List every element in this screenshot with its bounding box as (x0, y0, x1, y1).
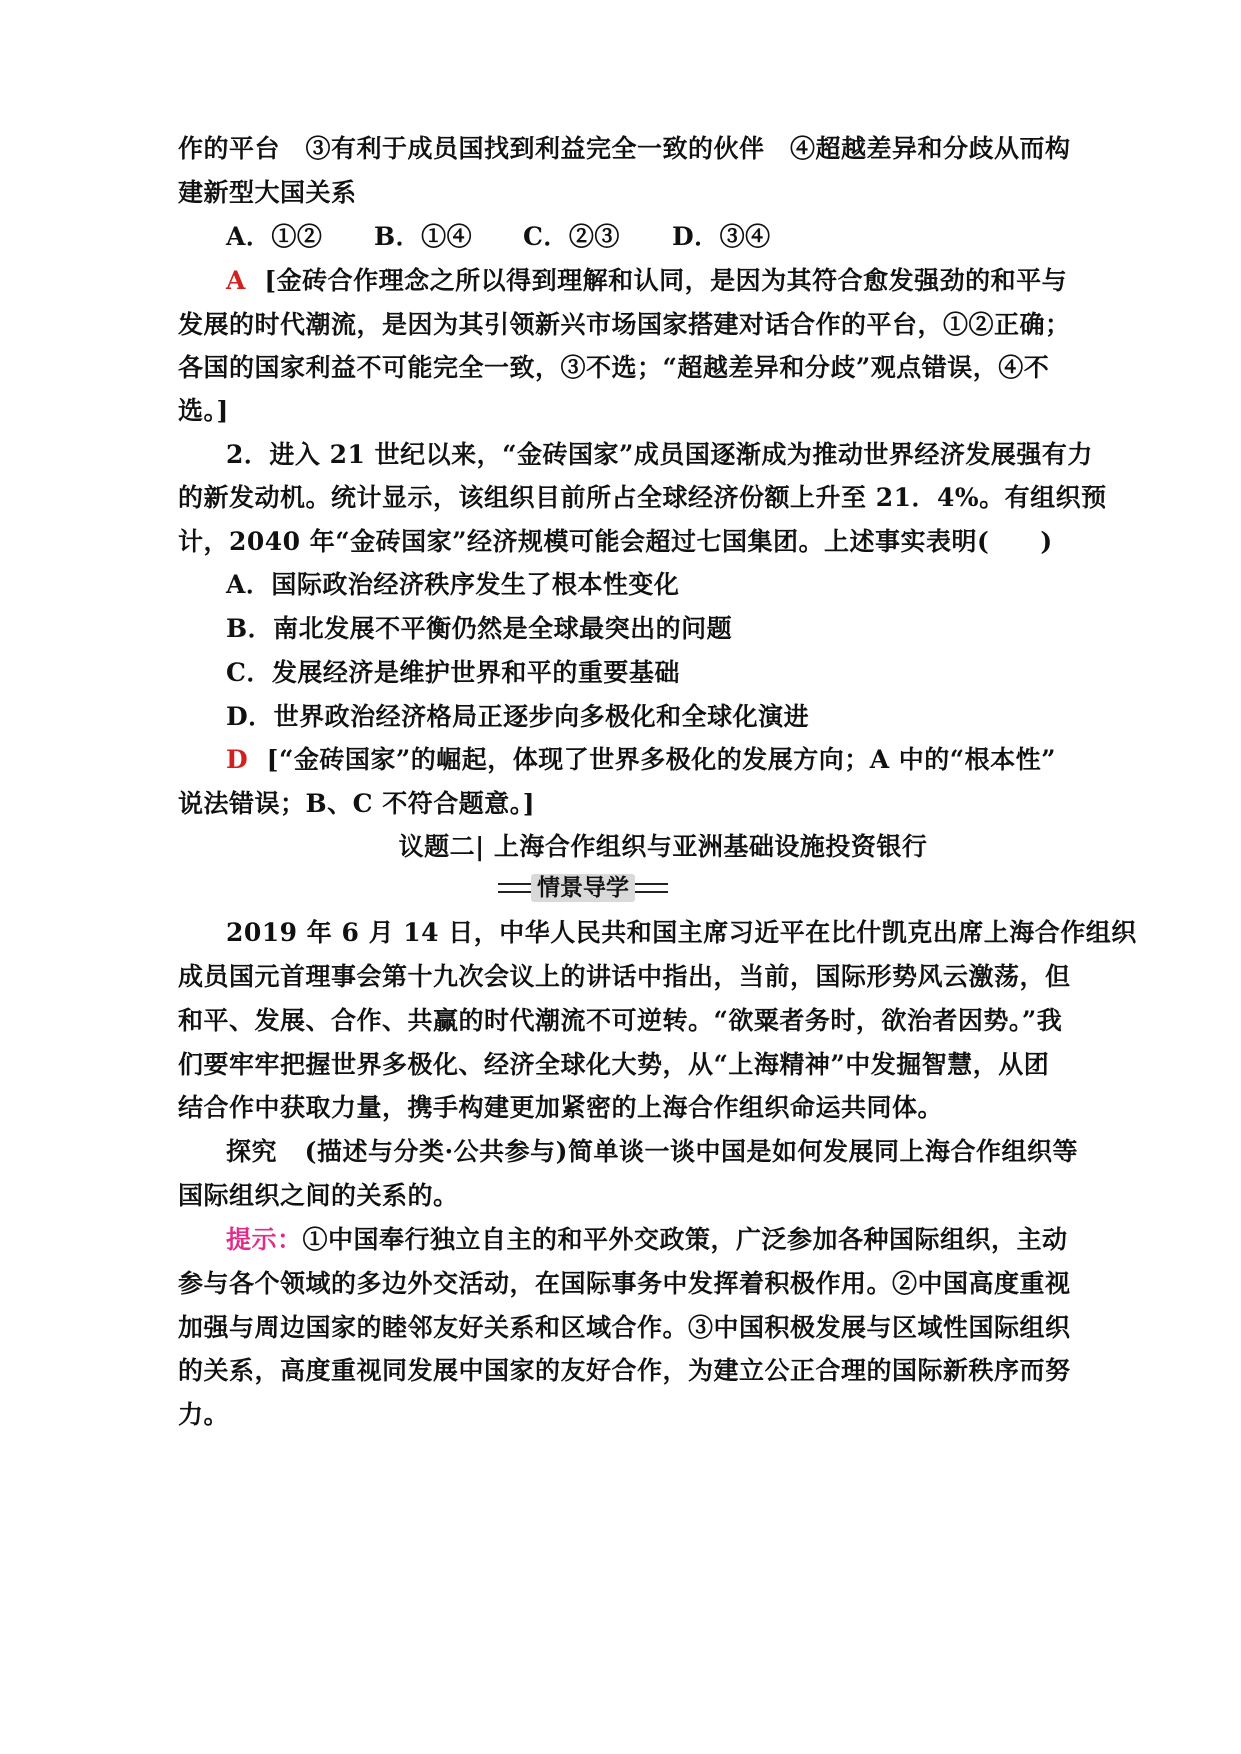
explore-line: 国际组织之间的关系的。 (178, 1181, 459, 1210)
explore-label: 探究 (226, 1137, 278, 1166)
hint-label: 提示： (226, 1225, 303, 1254)
banner-rule-right (635, 883, 668, 893)
hint-line: 参与各个领域的多边外交活动，在国际事务中发挥着积极作用。②中国高度重视 (178, 1269, 1071, 1298)
q2-stem-line: 2．进入 21 世纪以来，“金砖国家”成员国逐渐成为推动世界经济发展强有力 (226, 440, 1093, 469)
q1-options (226, 222, 1068, 252)
hint-line: 的关系，高度重视同发展中国家的友好合作，为建立公正合理的国际新秩序而努 (178, 1356, 1071, 1385)
banner-rule-left (498, 883, 531, 893)
q2-stem-line: 计，2040 年“金砖国家”经济规模可能会超过七国集团。上述事实表明( ) (178, 527, 1053, 556)
q1-continued-line: 建新型大国关系 (178, 178, 357, 207)
hint-line: 力。 (178, 1400, 230, 1429)
q1-continued-line: 作的平台 ③有利于成员国找到利益完全一致的伙伴 ④超越差异和分歧从而构 (178, 134, 1071, 163)
q1-option-a: A．①② (226, 222, 323, 251)
q1-explanation-line: 各国的国家利益不可能完全一致，③不选；“超越差异和分歧”观点错误，④不 (178, 353, 1050, 382)
q1-explanation-line: 发展的时代潮流，是因为其引领新兴市场国家搭建对话合作的平台，①②正确； (178, 310, 1071, 339)
q1-explanation-line: 选。] (178, 396, 229, 425)
q2-answer-letter: D (226, 745, 249, 774)
q2-option-c: C．发展经济是维护世界和平的重要基础 (226, 658, 680, 687)
hint-line (226, 1225, 1068, 1255)
explore-line (226, 1137, 1079, 1167)
q2-option-a: A．国际政治经济秩序发生了根本性变化 (226, 570, 680, 599)
q1-answer-letter: A (226, 266, 246, 295)
scenario-banner (498, 873, 668, 903)
q1-option-c: C．②③ (523, 222, 620, 251)
q1-option-d: D．③④ (672, 222, 771, 251)
banner-label: 情景导学 (531, 874, 635, 902)
q2-explanation-line: 说法错误；B、C 不符合题意。] (178, 789, 536, 818)
explore-text: (描述与分类·公共参与)简单谈一谈中国是如何发展同上海合作组织等 (304, 1137, 1079, 1166)
q1-explanation: [金砖合作理念之所以得到理解和认同，是因为其符合愈发强劲的和平与 (264, 266, 1068, 295)
scenario-line: 和平、发展、合作、共赢的时代潮流不可逆转。“欲粟者务时，欲治者因势。”我 (178, 1006, 1063, 1035)
section-title: 议题二| 上海合作组织与亚洲基础设施投资银行 (398, 832, 928, 861)
q2-explanation: [“金砖国家”的崛起，体现了世界多极化的发展方向；A 中的“根本性” (266, 745, 1057, 774)
scenario-line: 们要牢牢把握世界多极化、经济全球化大势，从“上海精神”中发掘智慧，从团 (178, 1050, 1050, 1079)
q2-option-d: D．世界政治经济格局正逐步向多极化和全球化演进 (226, 702, 810, 731)
q2-stem-line: 的新发动机。统计显示，该组织目前所占全球经济份额上升至 21．4%。有组织预 (178, 483, 1107, 512)
q1-answer-line (226, 266, 1068, 296)
scenario-line: 2019 年 6 月 14 日，中华人民共和国主席习近平在比什凯克出席上海合作组织 (226, 918, 1137, 947)
q2-option-b: B．南北发展不平衡仍然是全球最突出的问题 (226, 614, 733, 643)
q1-option-b: B．①④ (374, 222, 473, 251)
hint-text: ①中国奉行独立自主的和平外交政策，广泛参加各种国际组织，主动 (302, 1225, 1068, 1254)
scenario-line: 成员国元首理事会第十九次会议上的讲话中指出，当前，国际形势风云激荡，但 (178, 962, 1071, 991)
scenario-line: 结合作中获取力量，携手构建更加紧密的上海合作组织命运共同体。 (178, 1093, 944, 1122)
q2-answer-line (226, 745, 1068, 775)
hint-line: 加强与周边国家的睦邻友好关系和区域合作。③中国积极发展与区域性国际组织 (178, 1313, 1071, 1342)
